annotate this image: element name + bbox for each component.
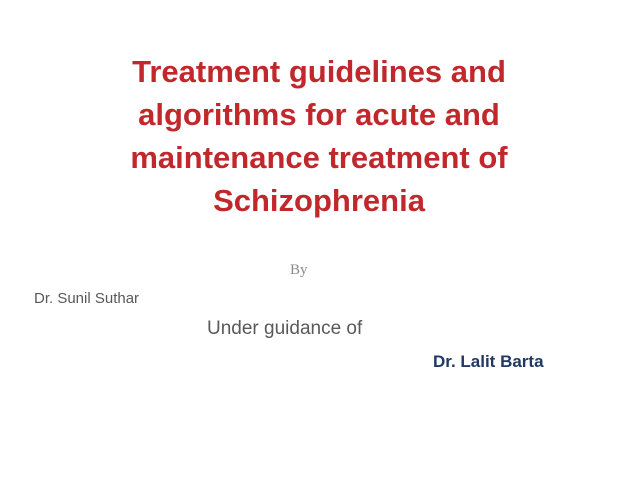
guide-name: Dr. Lalit Barta xyxy=(433,352,544,371)
by-label: By xyxy=(290,262,308,278)
title-line-4: Schizophrenia xyxy=(213,183,425,218)
title-line-3: maintenance treatment of xyxy=(130,140,508,175)
guidance-label: Under guidance of xyxy=(207,318,363,339)
title-line-2: algorithms for acute and xyxy=(138,97,500,132)
author-name: Dr. Sunil Suthar xyxy=(34,290,140,307)
slide-title xyxy=(60,50,578,222)
title-line-1: Treatment guidelines and xyxy=(132,54,506,89)
